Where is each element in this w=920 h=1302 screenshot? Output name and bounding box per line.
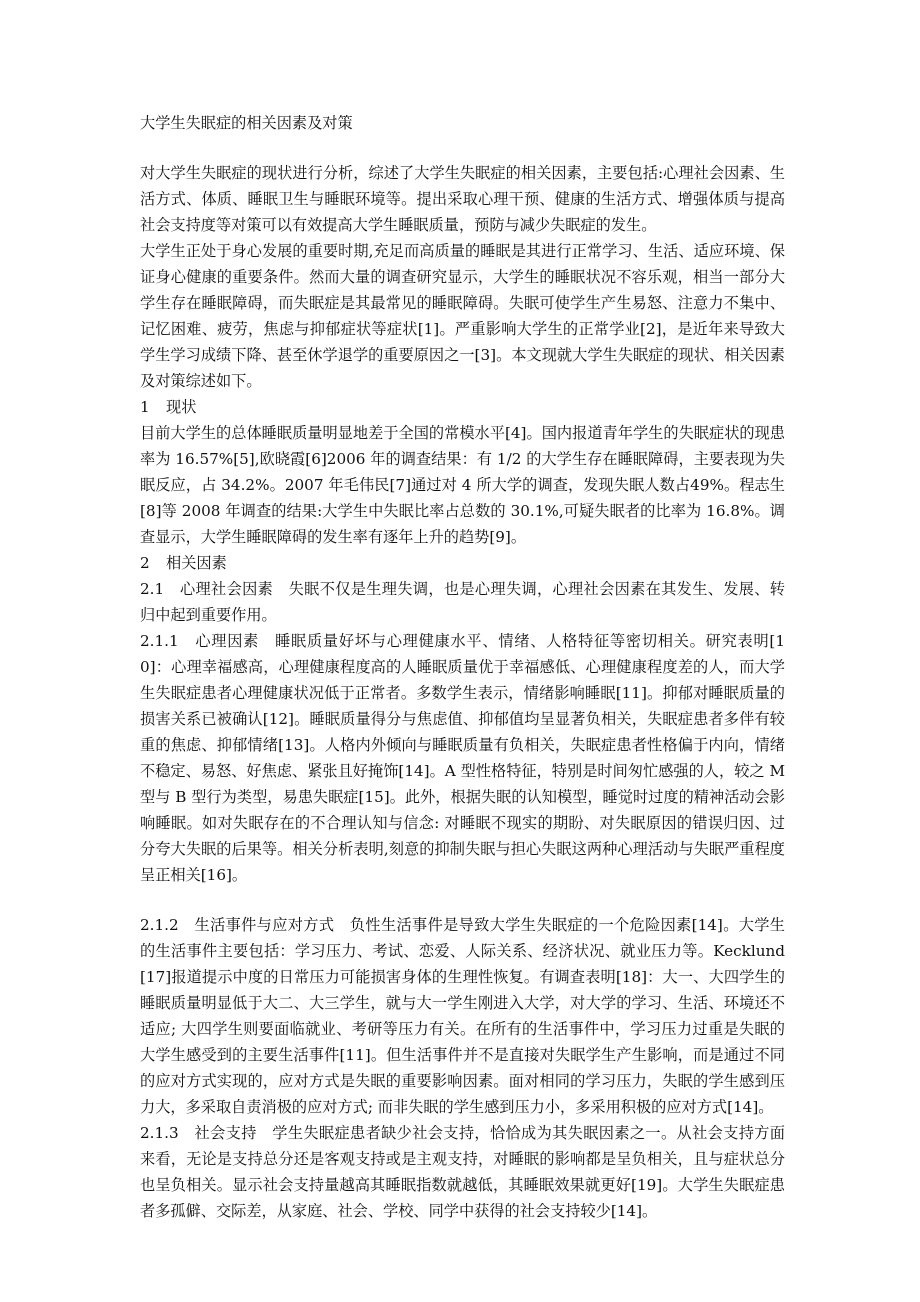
section-1-number: 1 <box>140 398 150 416</box>
section-2-1-paragraph: 2.1 心理社会因素 失眠不仅是生理失调，也是心理失调，心理社会因素在其发生、发展、转归中起到重要作用。 <box>140 580 785 624</box>
document-title: 大学生失眠症的相关因素及对策 <box>140 114 353 132</box>
section-1-heading <box>140 394 785 420</box>
section-2-1-1-paragraph: 2.1.1 心理因素 睡眠质量好坏与心理健康水平、情绪、人格特征等密切相关。研究表明[10]：心理幸福感高，心理健康程度高的人睡眠质量优于幸福感低、心理健康程度差的人，而大学生失眠症患者心理健康状况低于正常者。多数学生表示，情绪影响睡眠[11]。抑郁对睡眠质量的损害关系已被确认[12]。睡眠质量得分与焦虑值、抑郁值均呈显著负相关，失眠症患者多伴有较重的焦虑、抑郁情绪[13]。人格内外倾向与睡眠质量有负相关，失眠症患者性格偏于内向，情绪不稳定、易怒、好焦虑、紧张且好掩饰[14]。A 型性格特征，特别是时间匆忙感强的人，较之 M 型与 B 型行为类型，易患失眠症[15]。此外，根据失眠的认知模型，睡觉时过度的精神活动会影响睡眠。如对失眠存在的不合理认知与信念: 对睡眠不现实的期盼、对失眠原因的错误归因、过分夸大失眠的后果等。相关分析表明,刻意的抑制失眠与担心失眠这两种心理活动与失眠严重程度呈正相关[16]。 <box>140 632 785 884</box>
document-page <box>140 110 785 1224</box>
section-1-title: 现状 <box>166 398 197 416</box>
paragraph-gap <box>140 888 785 912</box>
section-2-number: 2 <box>140 554 150 572</box>
abstract-paragraph: 对大学生失眠症的现状进行分析，综述了大学生失眠症的相关因素，主要包括:心理社会因素、生活方式、体质、睡眠卫生与睡眠环境等。提出采取心理干预、健康的生活方式、增强体质与提高社会支持度等对策可以有效提高大学生睡眠质量，预防与减少失眠症的发生。 <box>140 164 785 234</box>
section-2-1-3-paragraph: 2.1.3 社会支持 学生失眠症患者缺少社会支持，恰恰成为其失眠因素之一。从社会支持方面来看，无论是支持总分还是客观支持或是主观支持，对睡眠的影响都是呈负相关，且与症状总分也呈负相关。显示社会支持量越高其睡眠指数就越低，其睡眠效果就更好[19]。大学生失眠症患者多孤僻、交际差，从家庭、社会、学校、同学中获得的社会支持较少[14]。 <box>140 1124 785 1220</box>
section-2-1-2-paragraph: 2.1.2 生活事件与应对方式 负性生活事件是导致大学生失眠症的一个危险因素[14]。大学生的生活事件主要包括：学习压力、考试、恋爱、人际关系、经济状况、就业压力等。Kecklund[17]报道提示中度的日常压力可能损害身体的生理性恢复。有调查表明[18]：大一、大四学生的睡眠质量明显低于大二、大三学生，就与大一学生刚进入大学，对大学的学习、生活、环境还不适应; 大四学生则要面临就业、考研等压力有关。在所有的生活事件中，学习压力过重是失眠的大学生感受到的主要生活事件[11]。但生活事件并不是直接对失眠学生产生影响，而是通过不同的应对方式实现的，应对方式是失眠的重要影响因素。面对相同的学习压力，失眠的学生感到压力大，多采取自责消极的应对方式; 而非失眠的学生感到压力小，多采用积极的应对方式[14]。 <box>140 916 785 1116</box>
section-2-title: 相关因素 <box>166 554 227 572</box>
section-1-paragraph: 目前大学生的总体睡眠质量明显地差于全国的常模水平[4]。国内报道青年学生的失眠症状的现患率为 16.57%[5],欧晓霞[6]2006 年的调查结果：有 1/2 的大学生存在睡眠障碍，主要表现为失眠反应，占 34.2%。2007 年毛伟民[7]通过对 4 所大学的调查，发现失眠人数占49%。程志生[8]等 2008 年调查的结果:大学生中失眠比率占总数的 30.1%,可疑失眠者的比率为 16.8%。调查显示，大学生睡眠障碍的发生率有逐年上升的趋势[9]。 <box>140 424 785 546</box>
intro-paragraph: 大学生正处于身心发展的重要时期,充足而高质量的睡眠是其进行正常学习、生活、适应环境、保证身心健康的重要条件。然而大量的调查研究显示，大学生的睡眠状况不容乐观，相当一部分大学生存在睡眠障碍，而失眠症是其最常见的睡眠障碍。失眠可使学生产生易怒、注意力不集中、记忆困难、疲劳，焦虑与抑郁症状等症状[1]。严重影响大学生的正常学业[2]，是近年来导致大学生学习成绩下降、甚至休学退学的重要原因之一[3]。本文现就大学生失眠症的现状、相关因素及对策综述如下。 <box>140 242 785 390</box>
section-2-heading <box>140 550 785 576</box>
